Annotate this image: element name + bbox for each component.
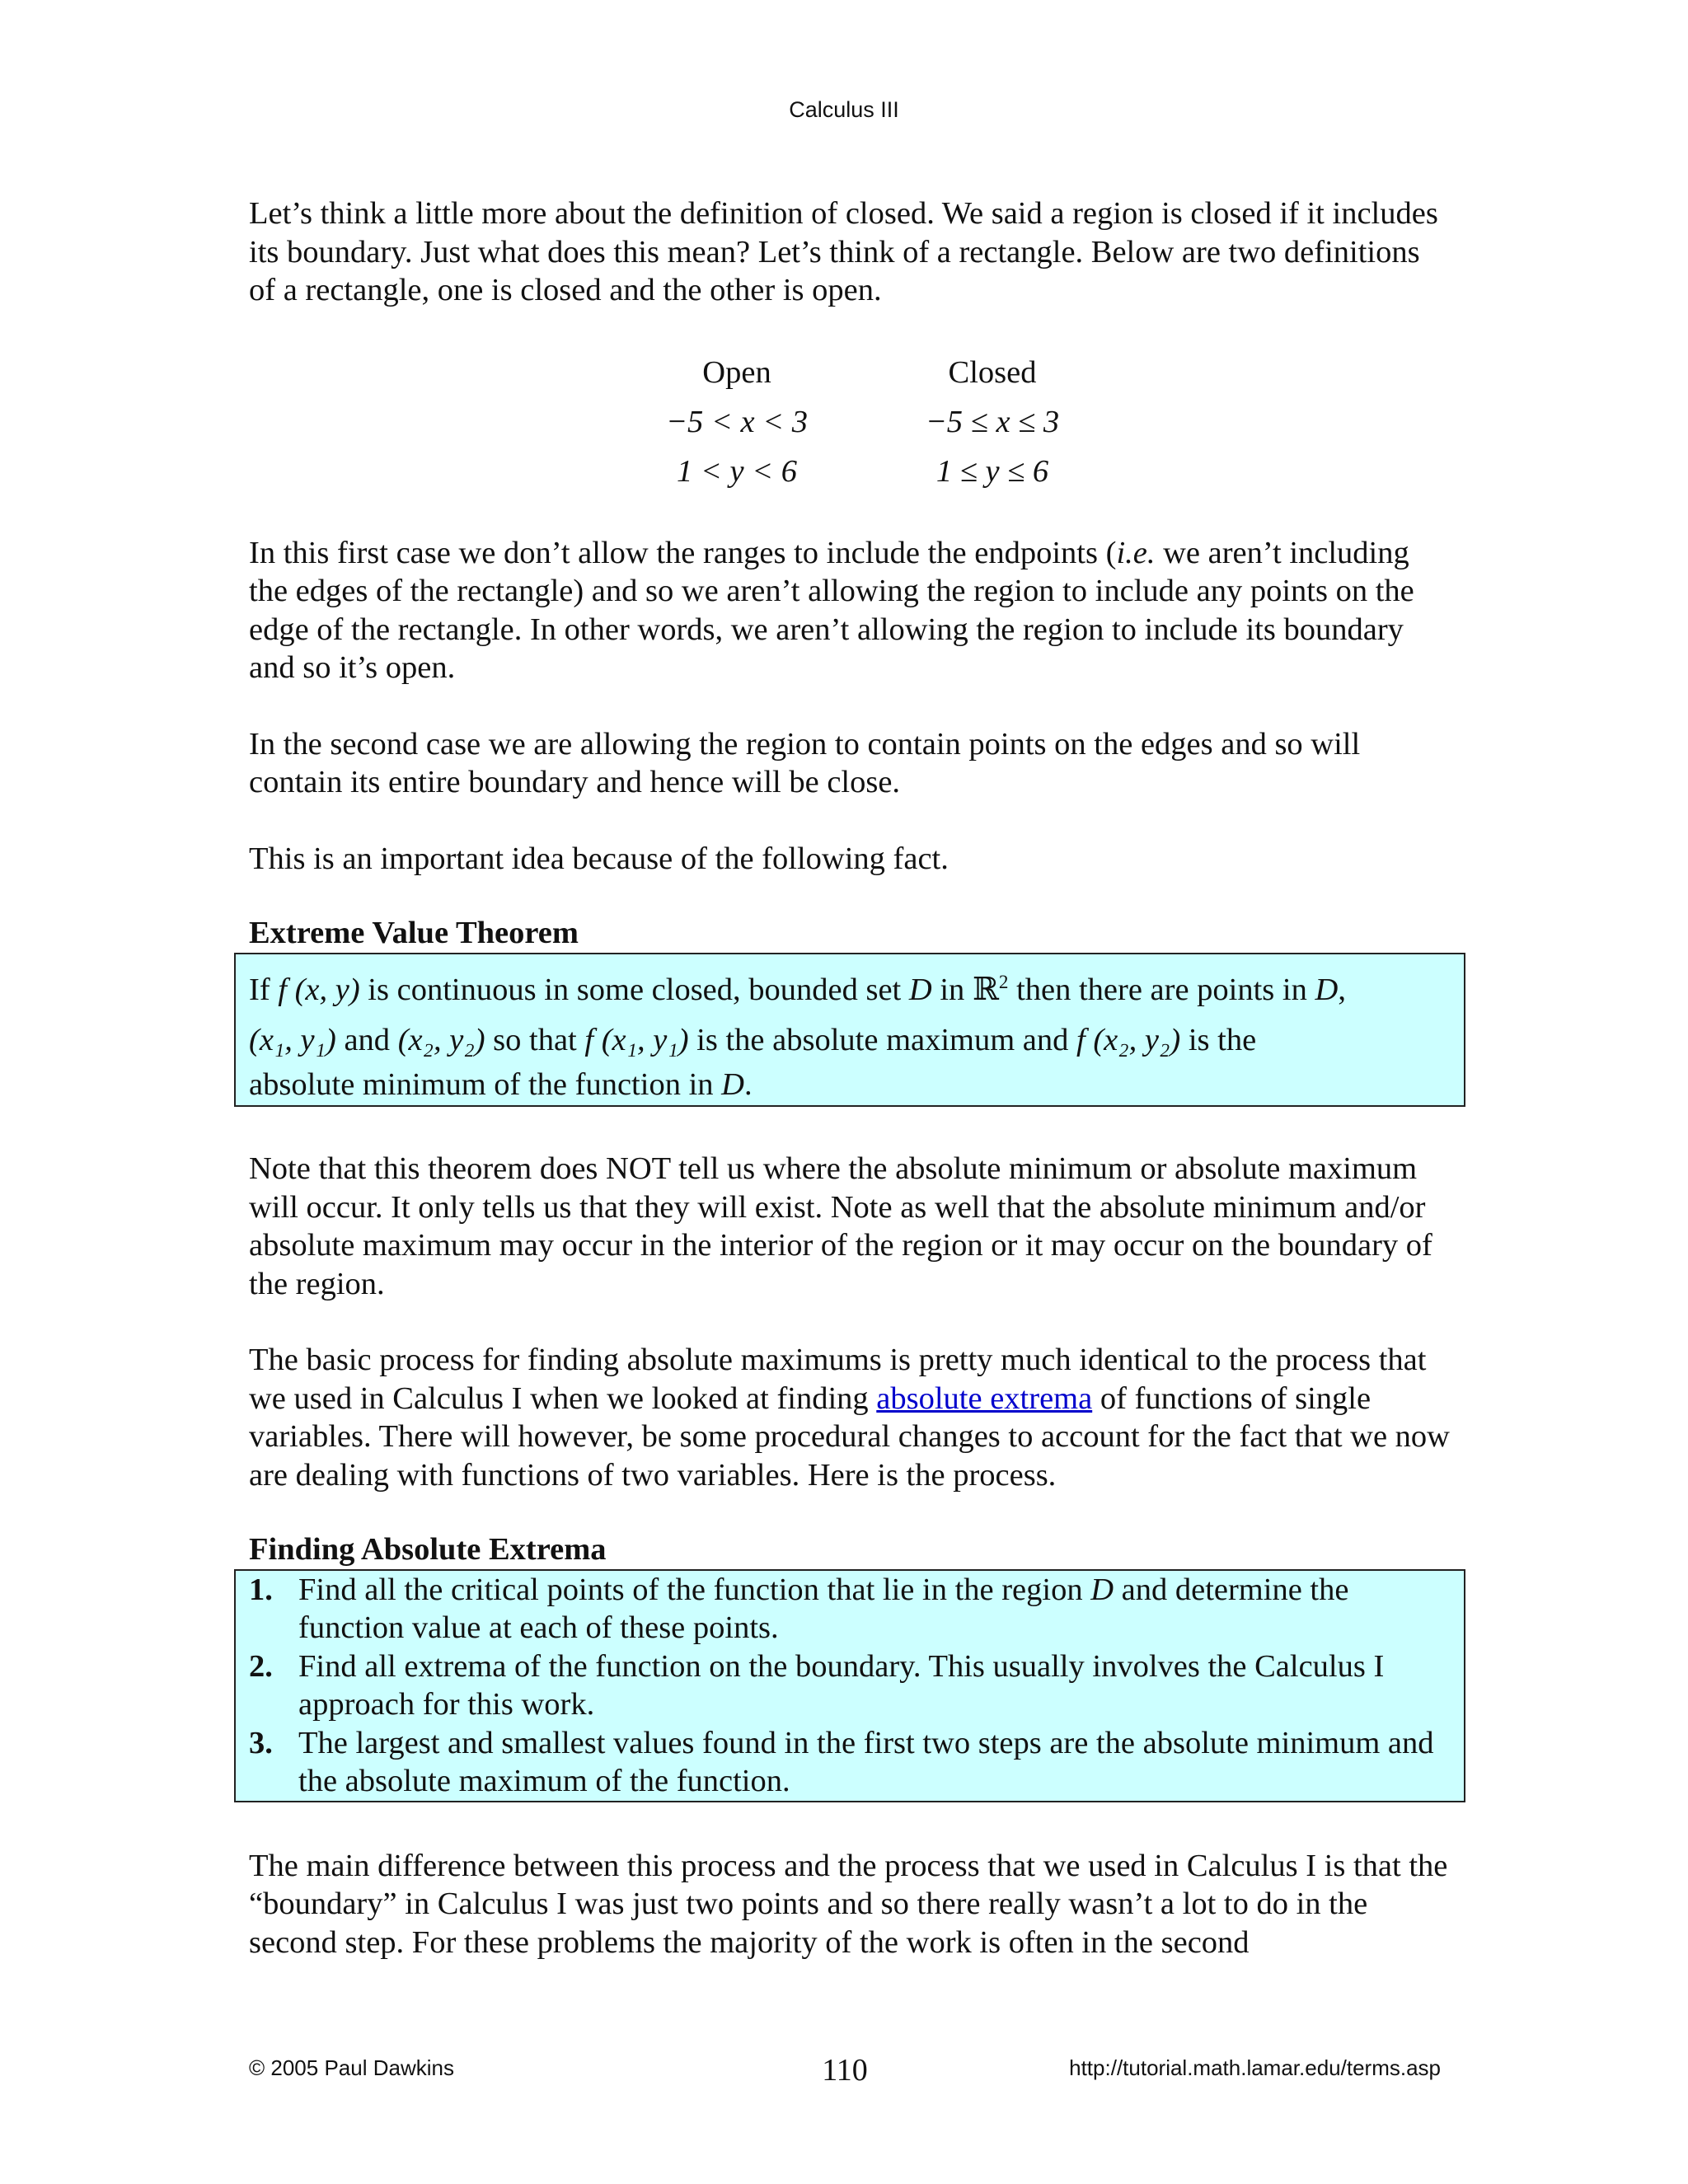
copyright: © 2005 Paul Dawkins — [249, 2055, 454, 2080]
step-text-2: and determine the function value at each of these points. — [298, 1572, 1349, 1646]
theorem-box — [234, 953, 1465, 1108]
real-numbers-symbol: ℝ — [972, 970, 999, 1008]
theorem-text: . — [743, 1067, 753, 1103]
function-notation: f (x, y) — [278, 972, 360, 1007]
open-case-text-2: we aren’t including the edges of the rectangle) and so we aren’t allowing the region to include any points on the edge of the rectangle. In other words, we aren’t allowing the region to include its boundary and so it’s open. — [249, 535, 1414, 685]
theorem-line-1 — [249, 956, 1451, 1015]
point-2: (x₂, y₂) — [397, 1023, 485, 1058]
theorem-text: then there are points in — [1008, 972, 1315, 1007]
set-d: D — [1315, 972, 1339, 1007]
theorem-line-2 — [249, 1015, 1451, 1066]
point-1: (x₁, y₁) — [249, 1023, 336, 1058]
function-at-point-1: f (x₁, y₁) — [584, 1023, 689, 1058]
page-header: Calculus III — [789, 97, 899, 122]
ie-abbrev: i.e. — [1116, 535, 1156, 570]
step-number: 2. — [249, 1648, 273, 1684]
exponent: 2 — [998, 970, 1009, 992]
footer-url: http://tutorial.math.lamar.edu/terms.asp — [1069, 2055, 1441, 2080]
set-d: D — [721, 1067, 744, 1103]
set-d: D — [1090, 1572, 1114, 1607]
rectangle-definitions — [613, 348, 1256, 496]
procedure-step — [249, 1724, 1451, 1801]
step-number: 1. — [249, 1572, 273, 1607]
process-text-2: of functions of single variables. There will however, be some procedural changes to account for the fact that we now are dealing with functions of two variables. Here is the process. — [249, 1380, 1450, 1493]
procedure-step — [249, 1571, 1451, 1647]
procedure-heading: Finding Absolute Extrema — [249, 1532, 607, 1568]
open-case-paragraph — [249, 534, 1452, 687]
open-y-range: 1 < y < 6 — [676, 453, 798, 489]
theorem-text: and — [335, 1023, 398, 1058]
procedure-step — [249, 1647, 1451, 1724]
theorem-text: is continuous in some closed, bounded set — [359, 972, 909, 1007]
theorem-text: so that — [485, 1023, 585, 1058]
step-text: The largest and smallest values found in the first two steps are the absolute minimum and the absolute maximum of the function. — [298, 1725, 1434, 1799]
step-number: 3. — [249, 1725, 273, 1760]
closed-label: Closed — [948, 354, 1037, 390]
page-body — [249, 194, 1452, 1999]
difference-paragraph: The main difference between this process and the process that we used in Calculus I is that the “boundary” in Calculus I was just two points and so there really wasn’t a lot to do in the second step. For these problems the majority of the work is often in the second — [249, 1848, 1448, 1960]
process-paragraph — [249, 1341, 1452, 1494]
open-case-text-1: In this first case we don’t allow the ranges to include the endpoints ( — [249, 535, 1117, 570]
function-at-point-2: f (x₂, y₂) — [1076, 1023, 1181, 1058]
step-text: Find all extrema of the function on the boundary. This usually involves the Calculus I approach for this work. — [298, 1648, 1385, 1722]
closed-y-range: 1 ≤ y ≤ 6 — [935, 453, 1049, 489]
theorem-text: is the — [1180, 1023, 1257, 1058]
step-text-1: Find all the critical points of the function that lie in the region — [298, 1572, 1091, 1607]
process-text-1: The basic process for finding absolute maximums is pretty much identical to the process that we used in Calculus I when we looked at finding — [249, 1343, 1427, 1416]
theorem-line-3 — [249, 1066, 1451, 1105]
procedure-box — [234, 1569, 1465, 1802]
page-number: 110 — [822, 2053, 868, 2088]
closed-case-paragraph: In the second case we are allowing the region to contain points on the edges and so will contain its entire boundary and hence will be close. — [249, 726, 1361, 799]
theorem-text: , — [1338, 972, 1346, 1007]
theorem-text: in — [931, 972, 973, 1007]
page-footer — [249, 2052, 1441, 2093]
note-paragraph: Note that this theorem does NOT tell us where the absolute minimum or absolute maximum will occur. It only tells us that they will exist. Note as well that the absolute minimum and/or absolute maximum may occur in the interior of the region or it may occur on the boundary of the region. — [249, 1151, 1432, 1301]
open-x-range: −5 < x < 3 — [665, 404, 809, 439]
theorem-heading: Extreme Value Theorem — [249, 916, 579, 950]
theorem-text: If — [249, 972, 279, 1007]
open-label: Open — [702, 354, 771, 390]
set-d: D — [908, 972, 932, 1007]
absolute-extrema-link[interactable]: absolute extrema — [876, 1380, 1093, 1416]
theorem-text: is the absolute maximum and — [688, 1023, 1077, 1058]
intro-paragraph: Let’s think a little more about the definition of closed. We said a region is closed if it includes its boundary. Just what does this mean? Let’s think of a rectangle. Below are two definitions of a rectangle, one is closed and the other is open. — [249, 196, 1438, 307]
step-text — [298, 1571, 1451, 1647]
important-paragraph: This is an important idea because of the following fact. — [249, 841, 949, 876]
closed-x-range: −5 ≤ x ≤ 3 — [925, 404, 1060, 439]
theorem-text: absolute minimum of the function in — [249, 1067, 722, 1103]
